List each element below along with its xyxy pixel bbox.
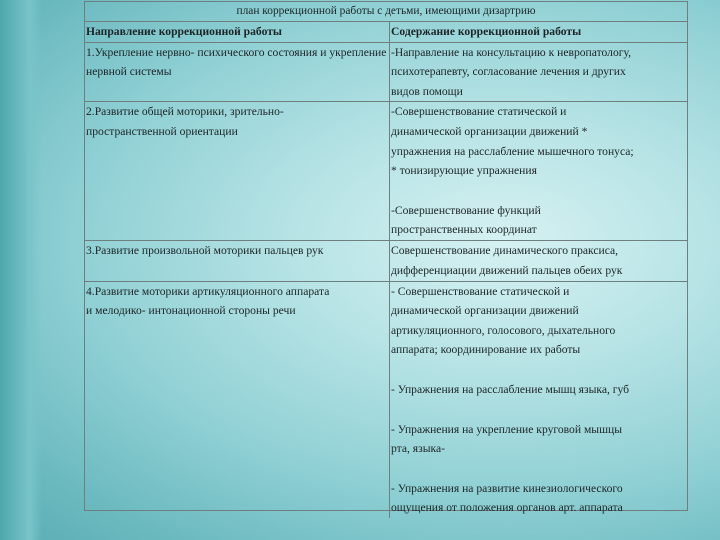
row-3-content-item: Совершенствование динамического праксиса, дифференциации движений пальцев обеих рук — [391, 244, 623, 277]
row-4-direction-text: 4.Развитие моторики артикуляционного аппарата и мелодико- интонационной стороны речи — [86, 284, 330, 318]
slide-background-edge — [0, 0, 42, 540]
header-direction: Направление коррекционной работы — [85, 22, 390, 42]
row-3-content — [390, 241, 688, 281]
row-4-content-item: - Упражнения на расслабление мышц языка, губ — [391, 382, 630, 396]
spacer — [391, 360, 685, 380]
spacer — [391, 459, 685, 479]
row-4-content-item: - Упражнения на развитие кинезиологического ощущения от положения органов арт. аппарата — [391, 481, 623, 515]
row-4-content-item: - Совершенствование статической и динамической организации движений артикуляционного, голосового, дыхательного аппарата; координирование их работы — [391, 284, 616, 357]
document-page — [84, 1, 688, 515]
row-1-content — [390, 42, 688, 102]
table-header-row — [85, 22, 687, 42]
row-3-direction — [85, 241, 390, 281]
table-row — [85, 42, 687, 102]
row-2-content — [390, 102, 688, 241]
row-1-direction: 1.Укрепление нервно- психического состояния и укрепление нервной системы — [85, 42, 390, 102]
row-2-direction-text: 2.Развитие общей моторики, зрительно- пространственной ориентации — [86, 105, 284, 138]
document-title: план коррекционной работы с детьми, имеющими дизартрию — [85, 2, 687, 22]
spacer — [391, 400, 685, 420]
row-1-content-item: -Направление на консультацию к невропатологу, психотерапевту, согласование лечения и других видов помощи — [391, 45, 632, 98]
row-4-content — [390, 281, 688, 518]
table-row — [85, 241, 687, 281]
row-3-direction-text: 3.Развитие произвольной моторики пальцев рук — [86, 244, 324, 258]
table-row — [85, 281, 687, 518]
row-4-direction — [85, 281, 390, 518]
row-2-content-item: -Совершенствование статической и динамической организации движений * упражнения на расслабление мышечного тонуса; * тонизирующие упражнения — [391, 105, 634, 178]
row-4-content-item: - Упражнения на укрепление круговой мышцы рта, языка- — [391, 422, 622, 456]
table-row — [85, 102, 687, 241]
spacer — [391, 181, 685, 201]
row-2-direction — [85, 102, 390, 241]
header-content: Содержание коррекционной работы — [390, 22, 688, 42]
correction-plan-table — [85, 22, 687, 518]
row-2-content-item: -Совершенствование функций пространственных координат — [391, 203, 541, 237]
